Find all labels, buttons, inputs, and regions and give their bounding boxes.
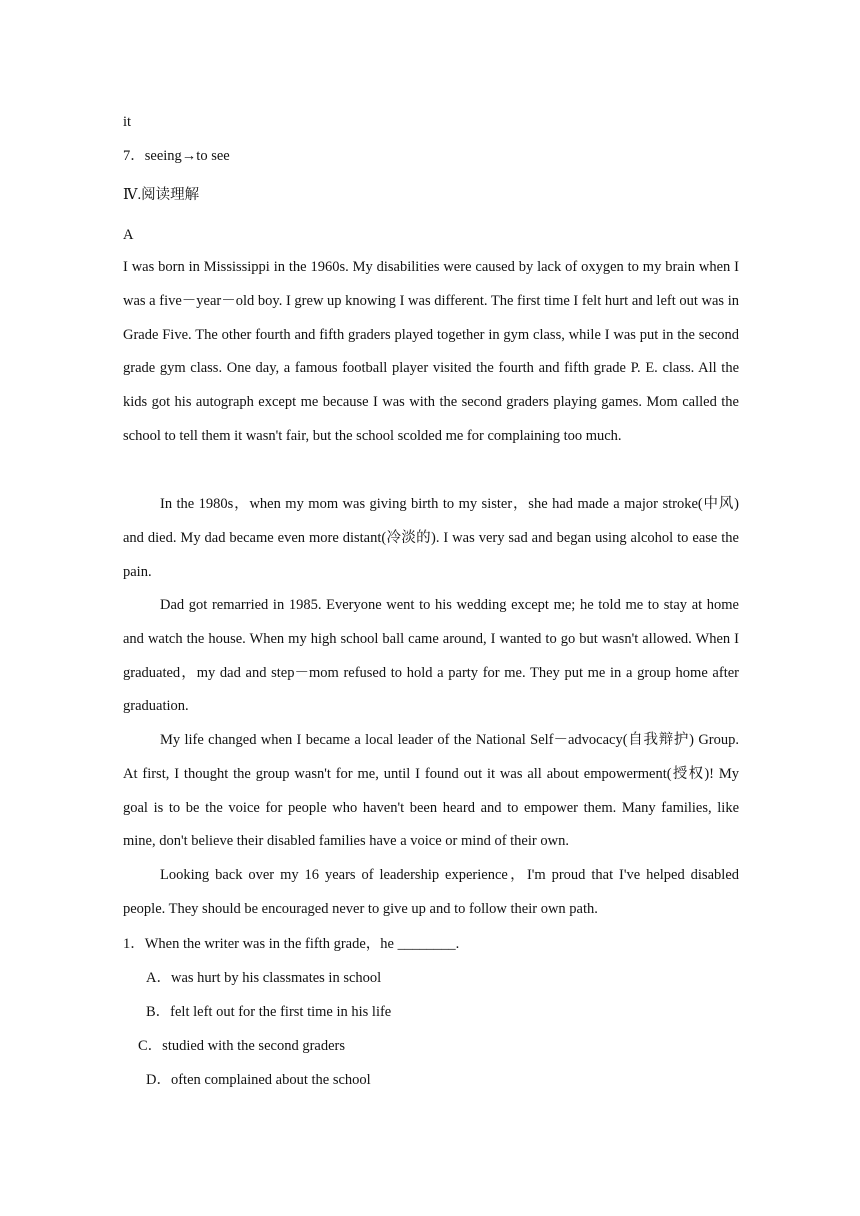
answer-fragment-it: it bbox=[123, 114, 132, 130]
option-c: C．studied with the second graders bbox=[138, 1038, 345, 1054]
answer-7: 7．seeing→to see bbox=[123, 148, 230, 164]
passage-label: A bbox=[123, 227, 134, 243]
option-a: A．was hurt by his classmates in school bbox=[146, 970, 382, 986]
section-heading: Ⅳ.阅读理解 bbox=[123, 187, 200, 203]
option-b: B．felt left out for the first time in his life bbox=[146, 1004, 392, 1020]
passage-paragraph-1: I was born in Mississippi in the 1960s. My disabilities were caused by lack of oxygen to my brain when I was a five－year－old boy. I grew up knowing I was different. The first time I felt hurt and left out was in Grade Five. The other fourth and fifth graders played together in gym class, while I was put in the second grade gym class. One day, a famous football player visited the fourth and fifth grade P. E. class. All the kids got his autograph except me because I was with the second graders playing games. Mom called the school to tell them it wasn't fair, but the school scolded me for complaining too much. bbox=[123, 259, 739, 444]
passage-paragraph-3: Dad got remarried in 1985. Everyone went to his wedding except me; he told me to stay at home and watch the house. When my high school ball came around, I wanted to go but wasn't allowed. When I graduated，my dad and step－mom refused to hold a party for me. They put me in a group home after graduation. bbox=[123, 597, 739, 715]
passage-paragraph-2: In the 1980s，when my mom was giving birth to my sister，she had made a major stroke(中风) and died. My dad became even more distant(冷淡的). I was very sad and began using alcohol to ease the pain. bbox=[123, 496, 739, 580]
passage-paragraph-5: Looking back over my 16 years of leadership experience，I'm proud that I've helped disabled people. They should be encouraged never to give up and to follow their own path. bbox=[123, 867, 739, 917]
passage-paragraph-4: My life changed when I became a local leader of the National Self－advocacy(自我辩护) Group. At first, I thought the group wasn't for me, until I found out it was all about empowerment(授权)! My goal is to be the voice for people who haven't been heard and to empower them. Many families, like mine, don't believe their disabled families have a voice or mind of their own. bbox=[123, 732, 739, 850]
question-stem: 1．When the writer was in the fifth grade，he ________. bbox=[123, 936, 460, 952]
option-d: D．often complained about the school bbox=[146, 1072, 371, 1088]
